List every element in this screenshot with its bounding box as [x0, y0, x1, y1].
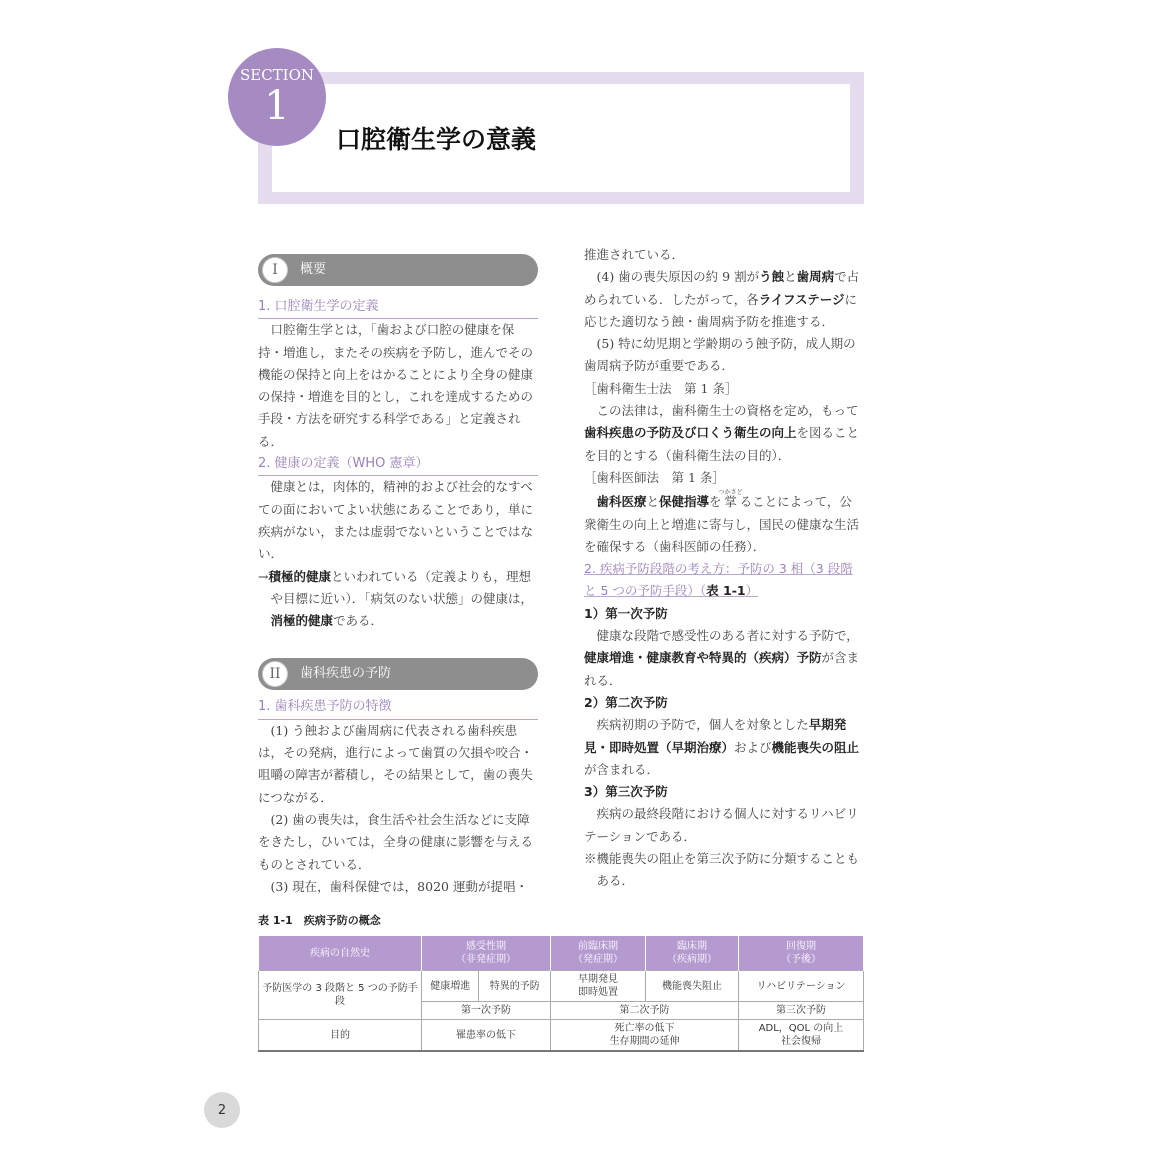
- pill-label: 歯科疾患の予防: [300, 666, 392, 682]
- text-fragment: および: [734, 739, 772, 755]
- text-fragment: で占められている．したがって，各: [584, 269, 860, 307]
- table-cell: ADL，QOL の向上 社会復帰: [739, 1020, 864, 1052]
- term-dental-care: 歯科医療: [596, 494, 647, 510]
- table-header: 疾病の自然史: [259, 936, 422, 971]
- subheading-definition: 1. 口腔衛生学の定義: [258, 296, 538, 319]
- term-caries: う蝕: [759, 269, 785, 285]
- table-caption: 表 1-1 疾病予防の概念: [258, 914, 381, 927]
- text-fragment: 疾病初期の予防で，個人を対象とした: [596, 717, 809, 733]
- table-cell: 罹患率の低下: [422, 1020, 551, 1052]
- pill-number: I: [262, 257, 288, 283]
- table-cell: 機能喪失阻止: [646, 971, 739, 1002]
- table-cell: 死亡率の低下 生存期間の延伸: [551, 1020, 739, 1052]
- paragraph-health: 健康とは，肉体的，精神的および社会的なすべての面においてよい状態にあることであり，単に疾病がない，または虚弱でないということではない．: [258, 479, 534, 562]
- text-fragment: この法律は，歯科衛生士の資格を定め，もって: [596, 403, 859, 419]
- paragraph-item-5: (5) 特に幼児期と学齢期のう蝕予防，成人期の歯周病予防が重要である．: [584, 336, 856, 374]
- pill-label: 概要: [300, 261, 327, 277]
- term-health-guidance: 保健指導: [659, 494, 710, 510]
- paragraph-item-3: (3) 現在，歯科保健では，8020 運動が提唱・: [270, 878, 528, 894]
- term-periodontal: 歯周病: [796, 269, 835, 285]
- table-cell: 第三次予防: [739, 1002, 864, 1020]
- paragraph-dentist-law: [584, 489, 864, 558]
- section-pill-overview: [258, 254, 538, 286]
- right-column: [584, 244, 864, 893]
- ruby-word: [718, 489, 743, 510]
- table-header: 感受性期 （非発症期）: [422, 936, 551, 971]
- term-early-detection: 早期発見・即時処置（早期治療）: [584, 717, 847, 755]
- text-fragment: と: [646, 494, 660, 510]
- text-fragment: である．: [333, 613, 384, 629]
- table-cell: 目的: [259, 1020, 422, 1052]
- heading-secondary-prevention: 2）第二次予防: [584, 694, 668, 710]
- table-header-row: [259, 936, 864, 971]
- paragraph-secondary: [584, 714, 864, 781]
- paragraph-item-4: [584, 266, 864, 333]
- term-life-stage: ライフステージ: [758, 291, 845, 307]
- paragraph-item-1: (1) う蝕および歯周病に代表される歯科疾患は，その発病，進行によって歯質の欠損や咬合・咀嚼の障害が蓄積し，その結果として，歯の喪失につながる．: [258, 722, 534, 805]
- heading-tertiary-prevention: 3）第三次予防: [584, 784, 668, 800]
- table-row: [259, 971, 864, 1002]
- term-function-loss: 機能喪失の阻止: [771, 739, 860, 755]
- paragraph-cont: 推進されている．: [584, 247, 685, 262]
- table-header: 臨床期 （疾病期）: [646, 936, 739, 971]
- ruby-text: つかさど: [718, 489, 743, 497]
- pill-number: II: [262, 661, 288, 687]
- section-number: 1: [264, 83, 290, 129]
- paragraph-item-2: (2) 歯の喪失は，食生活や社会生活などに支障をきたし，ひいては，全身の健康に影響を与えるものとされている．: [258, 811, 534, 872]
- ruby-base: 掌: [718, 494, 743, 510]
- text-fragment: が含まれる．: [584, 761, 660, 777]
- text-fragment: 健康な段階で感受性のある者に対する予防で，: [596, 628, 859, 644]
- text-fragment: 2. 疾病予防段階の考え方：予防の 3 相（3 段階と 5 つの予防手段）（: [584, 561, 853, 599]
- section-label: SECTION: [239, 66, 315, 84]
- text-fragment: を図ることを目的とする（歯科衛生法の目的）．: [584, 425, 860, 463]
- arrow-prefix: →: [258, 568, 269, 584]
- term-primary: 健康増進・健康教育や特異的（疾病）予防: [584, 650, 822, 666]
- table-cell: 早期発見 即時処置: [551, 971, 646, 1002]
- page-title: 口腔衛生学の意義: [336, 125, 537, 154]
- text-fragment: ）: [745, 583, 759, 599]
- subheading-health-definition: 2. 健康の定義（WHO 憲章）: [258, 453, 538, 476]
- text-fragment: に応じた適切なう蝕・歯周病予防を推進する．: [584, 291, 858, 329]
- term-oral-hygiene: 歯科疾患の予防及び口くう衛生の向上: [584, 425, 797, 441]
- table-row: [259, 1020, 864, 1052]
- paragraph-positive-health: [258, 566, 538, 633]
- term-negative-health: 消極的健康: [270, 613, 334, 629]
- law-hygienist: ［歯科衛生士法 第 1 条］: [584, 380, 738, 396]
- table-cell: 第一次予防: [422, 1002, 551, 1020]
- paragraph-primary: [584, 625, 864, 692]
- note: ※機能喪失の阻止を第三次予防に分類することもある．: [584, 851, 860, 889]
- table-cell: 健康増進: [422, 971, 479, 1002]
- table-cell: 第二次予防: [551, 1002, 739, 1020]
- prevention-table: [258, 936, 864, 1052]
- table-header: 前臨床期 （発症期）: [551, 936, 646, 971]
- table-ref: 表 1-1: [706, 583, 746, 599]
- paragraph-hygienist-law: [584, 400, 864, 467]
- paragraph-definition: 口腔衛生学とは，「歯および口腔の健康を保持・増進し，またその疾病を予防し，進んでその機能の保持と向上をはかることにより全身の健康の保持・増進を目的とし，これを達成するための手段・方法を研究する科学である」と定義される．: [258, 322, 534, 449]
- text-fragment: と: [784, 269, 797, 285]
- text-fragment: といわれている（定義よりも，理想や目標に近い）．「病気のない状態」の健康は，: [270, 568, 534, 606]
- text-fragment: ることによって，公衆衛生の向上と増進に寄与し，国民の健康な生活を確保する（歯科医師の任務）．: [584, 494, 860, 554]
- section-badge: [228, 48, 326, 146]
- subheading-prevention-features: 1. 歯科疾患予防の特徴: [258, 696, 538, 719]
- text-fragment: を: [709, 494, 722, 510]
- section-pill-prevention: [258, 658, 538, 690]
- heading-primary-prevention: 1）第一次予防: [584, 605, 668, 621]
- page-number: 2: [204, 1092, 240, 1128]
- table-cell: 予防医学の 3 段階と 5 つの予防手段: [259, 971, 422, 1020]
- law-dentist: ［歯科医師法 第 1 条］: [584, 469, 725, 485]
- table-cell: リハビリテーション: [739, 971, 864, 1002]
- subheading-prevention-phases: [584, 558, 864, 603]
- text-fragment: が含まれる．: [584, 650, 860, 688]
- paragraph-tertiary: 疾病の最終段階における個人に対するリハビリテーションである．: [584, 806, 859, 844]
- left-column: [258, 254, 538, 898]
- table-cell: 特異的予防: [479, 971, 551, 1002]
- text-fragment: (4) 歯の喪失原因の約 9 割が: [596, 269, 760, 285]
- table-header: 回復期 （予後）: [739, 936, 864, 971]
- term-positive-health: 積極的健康: [268, 568, 331, 584]
